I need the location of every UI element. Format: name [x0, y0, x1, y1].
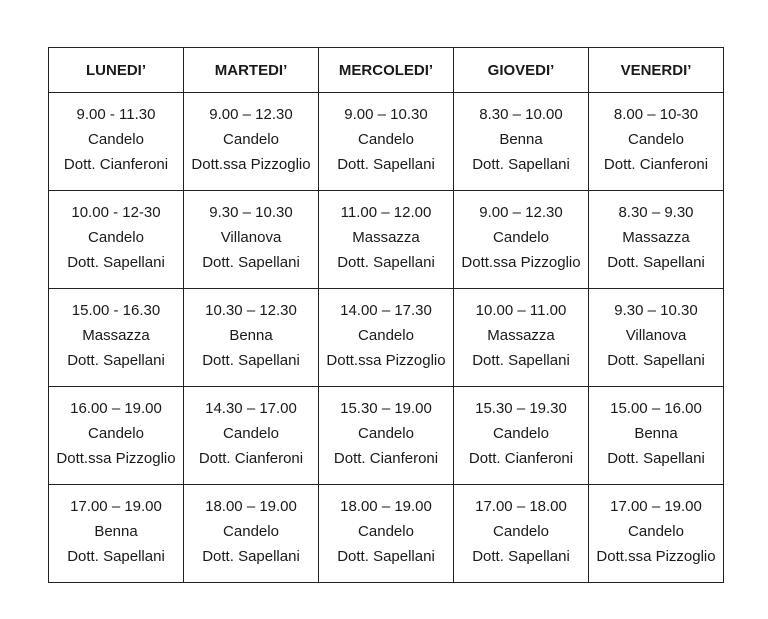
doctor-name: Dott. Cianferoni — [333, 450, 439, 467]
doctor-name: Dott. Cianferoni — [198, 450, 304, 467]
location: Candelo — [628, 131, 684, 148]
schedule-cell — [319, 387, 454, 485]
schedule-cell — [184, 191, 319, 289]
location: Villanova — [625, 327, 687, 344]
time-slot: 10.00 – 11.00 — [475, 302, 567, 319]
schedule-cell — [589, 485, 724, 583]
doctor-name: Dott. Cianferoni — [468, 450, 574, 467]
time-slot: 18.00 – 19.00 — [205, 498, 297, 515]
location: Candelo — [493, 425, 549, 442]
schedule-cell — [49, 387, 184, 485]
time-slot: 9.00 – 10.30 — [344, 106, 428, 123]
schedule-cell — [184, 387, 319, 485]
time-slot: 14.00 – 17.30 — [340, 302, 432, 319]
doctor-name: Dott. Sapellani — [202, 548, 300, 565]
time-slot: 8.00 – 10-30 — [613, 106, 699, 123]
doctor-name: Dott. Sapellani — [67, 548, 165, 565]
location: Benna — [229, 327, 273, 344]
location: Candelo — [358, 131, 414, 148]
day-header-tuesday: MARTEDI’ — [184, 48, 319, 93]
time-slot: 9.00 – 12.30 — [209, 106, 293, 123]
doctor-name: Dott. Sapellani — [202, 254, 300, 271]
doctor-name: Dott. Sapellani — [472, 352, 570, 369]
time-slot: 9.00 – 12.30 — [479, 204, 563, 221]
table-row — [49, 387, 724, 485]
schedule-cell — [184, 93, 319, 191]
schedule-cell — [319, 289, 454, 387]
doctor-name: Dott. Sapellani — [67, 254, 165, 271]
schedule-cell — [589, 387, 724, 485]
schedule-cell — [319, 93, 454, 191]
location: Candelo — [358, 425, 414, 442]
time-slot: 9.30 – 10.30 — [209, 204, 293, 221]
table-row — [49, 191, 724, 289]
doctor-name: Dott.ssa Pizzoglio — [191, 156, 311, 173]
schedule-cell — [319, 485, 454, 583]
location: Candelo — [358, 327, 414, 344]
location: Massazza — [352, 229, 420, 246]
table-row — [49, 93, 724, 191]
day-header-friday: VENERDI’ — [589, 48, 724, 93]
doctor-name: Dott. Sapellani — [67, 352, 165, 369]
schedule-cell — [49, 191, 184, 289]
time-slot: 18.00 – 19.00 — [340, 498, 432, 515]
doctor-name: Dott. Sapellani — [472, 156, 570, 173]
time-slot: 9.30 – 10.30 — [614, 302, 698, 319]
location: Massazza — [622, 229, 690, 246]
time-slot: 17.00 – 19.00 — [610, 498, 702, 515]
doctor-name: Dott.ssa Pizzoglio — [596, 548, 716, 565]
table-row — [49, 485, 724, 583]
doctor-name: Dott. Sapellani — [337, 548, 435, 565]
location: Candelo — [628, 523, 684, 540]
schedule-cell — [184, 289, 319, 387]
time-slot: 14.30 – 17.00 — [205, 400, 297, 417]
time-slot: 10.00 - 12-30 — [71, 204, 161, 221]
schedule-cell — [454, 191, 589, 289]
time-slot: 17.00 – 18.00 — [475, 498, 567, 515]
table-header — [49, 48, 724, 93]
time-slot: 15.00 – 16.00 — [610, 400, 702, 417]
time-slot: 15.30 – 19.30 — [475, 400, 567, 417]
header-row — [49, 48, 724, 93]
time-slot: 11.00 – 12.00 — [340, 204, 432, 221]
location: Candelo — [493, 523, 549, 540]
doctor-name: Dott. Sapellani — [472, 548, 570, 565]
doctor-name: Dott. Cianferoni — [603, 156, 709, 173]
time-slot: 16.00 – 19.00 — [70, 400, 162, 417]
schedule-cell — [589, 93, 724, 191]
table-body — [49, 93, 724, 583]
time-slot: 15.00 - 16.30 — [71, 302, 161, 319]
schedule-cell — [49, 289, 184, 387]
day-header-monday: LUNEDI’ — [49, 48, 184, 93]
doctor-name: Dott. Cianferoni — [63, 156, 169, 173]
doctor-name: Dott. Sapellani — [607, 254, 705, 271]
day-header-thursday: GIOVEDI’ — [454, 48, 589, 93]
time-slot: 15.30 – 19.00 — [340, 400, 432, 417]
schedule-cell — [454, 387, 589, 485]
location: Massazza — [487, 327, 555, 344]
time-slot: 17.00 – 19.00 — [70, 498, 162, 515]
doctor-name: Dott. Sapellani — [607, 352, 705, 369]
location: Benna — [499, 131, 543, 148]
location: Candelo — [88, 229, 144, 246]
location: Candelo — [223, 425, 279, 442]
schedule-cell — [49, 93, 184, 191]
time-slot: 8.30 – 9.30 — [618, 204, 694, 221]
schedule-cell — [49, 485, 184, 583]
doctor-name: Dott. Sapellani — [337, 156, 435, 173]
location: Benna — [94, 523, 138, 540]
schedule-cell — [454, 485, 589, 583]
table-row — [49, 289, 724, 387]
doctor-name: Dott.ssa Pizzoglio — [326, 352, 446, 369]
time-slot: 10.30 – 12.30 — [205, 302, 297, 319]
doctor-name: Dott.ssa Pizzoglio — [461, 254, 581, 271]
location: Massazza — [82, 327, 150, 344]
schedule-cell — [454, 93, 589, 191]
doctor-name: Dott. Sapellani — [337, 254, 435, 271]
time-slot: 9.00 - 11.30 — [76, 106, 156, 123]
location: Benna — [634, 425, 678, 442]
location: Candelo — [223, 523, 279, 540]
schedule-cell — [454, 289, 589, 387]
time-slot: 8.30 – 10.00 — [479, 106, 563, 123]
doctor-name: Dott. Sapellani — [202, 352, 300, 369]
schedule-cell — [184, 485, 319, 583]
location: Candelo — [88, 131, 144, 148]
schedule-cell — [319, 191, 454, 289]
schedule-cell — [589, 191, 724, 289]
location: Candelo — [88, 425, 144, 442]
location: Villanova — [220, 229, 282, 246]
location: Candelo — [358, 523, 414, 540]
day-header-wednesday: MERCOLEDI’ — [319, 48, 454, 93]
doctor-name: Dott.ssa Pizzoglio — [56, 450, 176, 467]
schedule-table — [48, 47, 724, 583]
location: Candelo — [223, 131, 279, 148]
schedule-cell — [589, 289, 724, 387]
location: Candelo — [493, 229, 549, 246]
doctor-name: Dott. Sapellani — [607, 450, 705, 467]
